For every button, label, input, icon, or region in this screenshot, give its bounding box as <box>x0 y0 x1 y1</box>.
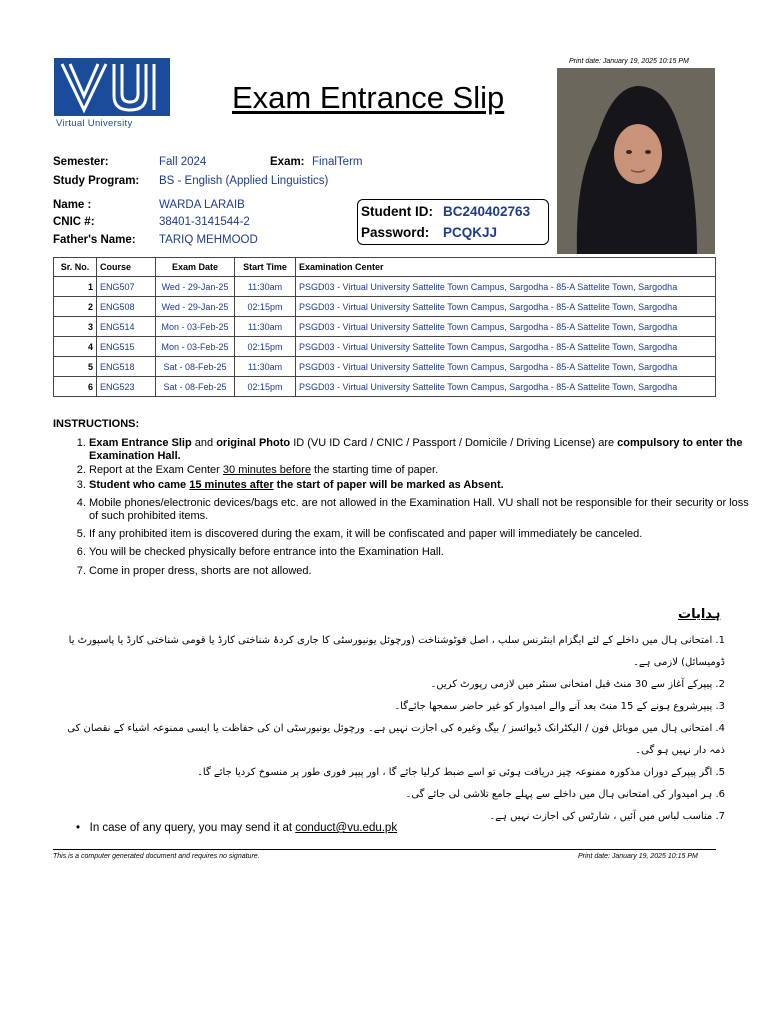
student-id-value: BC240402763 <box>443 204 531 219</box>
urdu-instruction-item: 7. مناسب لباس میں آئیں ، شارٹس کی اجازت نہیں ہے۔ <box>489 811 725 822</box>
instr2-c: the starting time of paper. <box>310 464 439 477</box>
col-course: Course <box>97 258 156 277</box>
cell-time: 02:15pm <box>235 297 296 317</box>
table-row <box>54 357 716 377</box>
cnic-value: 38401-3141544-2 <box>159 216 250 228</box>
query-line <box>76 822 397 834</box>
cell-time: 11:30am <box>235 277 296 297</box>
cell-sr: 4 <box>54 337 97 357</box>
program-label: Study Program: <box>53 175 140 187</box>
urdu-instruction-item: 6. ہر امیدوار کی امتحانی ہال میں داخلے سے پہلے جامع تلاشی لی جائے گی۔ <box>405 789 725 800</box>
col-time: Start Time <box>235 258 296 277</box>
query-text: In case of any query, you may send it at <box>89 822 296 834</box>
cell-sr: 2 <box>54 297 97 317</box>
cell-course: ENG523 <box>97 377 156 397</box>
table-row <box>54 317 716 337</box>
table-header-row <box>54 258 716 277</box>
cell-course: ENG507 <box>97 277 156 297</box>
name-label: Name : <box>53 199 92 211</box>
exam-value: FinalTerm <box>312 156 363 168</box>
cell-center: PSGD03 - Virtual University Sattelite Town Campus, Sargodha - 85-A Sattelite Town, Sargodha <box>296 317 716 337</box>
instruction-item: 7. Come in proper dress, shorts are not allowed. <box>89 565 753 578</box>
urdu-instruction-item: 2. پیپرکے آغاز سے 30 منٹ قبل امتحانی سنٹر میں لازمی رپورٹ کریں۔ <box>430 679 725 690</box>
instr1-b: and <box>191 437 217 449</box>
cell-date: Mon - 03-Feb-25 <box>156 337 235 357</box>
program-value: BS - English (Applied Linguistics) <box>159 175 329 187</box>
instr1-a: Exam Entrance Slip <box>89 437 192 449</box>
conduct-email-link[interactable]: conduct@vu.edu.pk <box>295 822 398 834</box>
cnic-label: CNIC #: <box>53 216 95 228</box>
password-value: PCQKJJ <box>443 225 498 240</box>
father-label: Father's Name: <box>53 234 136 246</box>
cell-course: ENG508 <box>97 297 156 317</box>
cell-date: Mon - 03-Feb-25 <box>156 317 235 337</box>
cell-sr: 5 <box>54 357 97 377</box>
instruction-item <box>89 437 753 463</box>
cell-time: 11:30am <box>235 357 296 377</box>
semester-value: Fall 2024 <box>159 156 207 168</box>
print-date-top: Print date: January 19, 2025 10:15 PM <box>569 58 689 65</box>
col-center: Examination Center <box>296 258 716 277</box>
table-row <box>54 377 716 397</box>
instr3-c: the start of paper will be marked as Absent. <box>273 478 504 491</box>
cell-date: Sat - 08-Feb-25 <box>156 377 235 397</box>
instruction-item: 4. Mobile phones/electronic devices/bags etc. are not allowed in the Examination Hall. VU shall not be responsible for their security or loss of such prohibited items. <box>89 497 753 523</box>
cell-time: 02:15pm <box>235 337 296 357</box>
cell-course: ENG515 <box>97 337 156 357</box>
urdu-instruction-item: 3. پیپرشروع ہونے کے 15 منٹ بعد آنے والے امیدوار کو غیر حاضر سمجھا جائےگا۔ <box>394 701 725 712</box>
instr1-c: original Photo <box>216 437 291 449</box>
student-photo <box>557 68 715 254</box>
exam-label: Exam: <box>270 156 305 168</box>
cell-time: 11:30am <box>235 317 296 337</box>
col-sr: Sr. No. <box>54 258 97 277</box>
urdu-instructions-list <box>53 630 725 828</box>
cell-center: PSGD03 - Virtual University Sattelite Town Campus, Sargodha - 85-A Sattelite Town, Sargodha <box>296 357 716 377</box>
table-row <box>54 277 716 297</box>
cell-date: Wed - 29-Jan-25 <box>156 297 235 317</box>
table-row <box>54 337 716 357</box>
cell-course: ENG518 <box>97 357 156 377</box>
cell-center: PSGD03 - Virtual University Sattelite Town Campus, Sargodha - 85-A Sattelite Town, Sargodha <box>296 377 716 397</box>
student-id-label: Student ID: <box>361 204 433 219</box>
urdu-instruction-item: 1. امتحانی ہال میں داخلے کے لئے ایگزام اینٹرنس سلپ ، اصل فوٹوشناخت (ورچوئل یونیورسٹی کا جاری کردۂ شناختی کارڈ یا قومی شناختی کارڈ یا پاسپورٹ یا ڈومیسائل) لازمی ہے۔ <box>68 635 725 668</box>
password-label: Password: <box>361 225 430 240</box>
cell-sr: 1 <box>54 277 97 297</box>
col-date: Exam Date <box>156 258 235 277</box>
instruction-item: 5. If any prohibited item is discovered during the exam, it will be confiscated and paper will immediately be canceled. <box>89 528 753 541</box>
urdu-instructions-heading: ہدایات <box>678 606 721 621</box>
semester-label: Semester: <box>53 156 109 168</box>
footer-print-date: Print date: January 19, 2025 10:15 PM <box>578 853 698 860</box>
instructions-heading: INSTRUCTIONS: <box>53 418 140 430</box>
urdu-instruction-item: 5. اگر پیپرکے دوران مذکورہ ممنوعہ چیز دریافت ہوئی تو اسے ضبط کرلیا جائے گا ، اور پیپر فوری طور پر منسوخ کردیا جائے گا۔ <box>197 767 725 778</box>
instr3-b: 15 minutes after <box>189 478 274 491</box>
cell-date: Wed - 29-Jan-25 <box>156 277 235 297</box>
logo-caption: Virtual University <box>56 118 133 129</box>
vu-logo <box>54 58 172 130</box>
urdu-instruction-item: 4. امتحانی ہال میں موبائل فون / الیکٹرانک ڈیوائسز / بیگ وغیرہ کی اجازت نہیں ہے۔ ورچوئل یونیورسٹی ان کی حفاظت یا ایسی ممنوعہ اشیاء کے نقصان کی ذمہ دار نہیں ہو گی۔ <box>67 723 725 756</box>
cell-sr: 6 <box>54 377 97 397</box>
instr3-a: Student who came <box>89 478 190 491</box>
instruction-item <box>89 464 753 477</box>
cell-date: Sat - 08-Feb-25 <box>156 357 235 377</box>
instruction-item: 6. You will be checked physically before entrance into the Examination Hall. <box>89 546 753 559</box>
cell-time: 02:15pm <box>235 377 296 397</box>
instruction-item <box>89 479 753 492</box>
credentials-box <box>357 199 549 245</box>
footer-note: This is a computer generated document and requires no signature. <box>53 853 260 860</box>
cell-sr: 3 <box>54 317 97 337</box>
instr1-d: ID (VU ID Card / CNIC / Passport / Domicile / Driving License) are <box>290 437 618 449</box>
cell-center: PSGD03 - Virtual University Sattelite Town Campus, Sargodha - 85-A Sattelite Town, Sargodha <box>296 277 716 297</box>
student-photo-image <box>557 68 715 254</box>
vu-logo-icon <box>54 58 170 116</box>
table-row <box>54 297 716 317</box>
instr2-a: Report at the Exam Center <box>89 464 223 477</box>
name-value: WARDA LARAIB <box>159 199 245 211</box>
bullet-icon: • <box>76 822 90 834</box>
cell-course: ENG514 <box>97 317 156 337</box>
footer-divider <box>53 849 716 850</box>
father-value: TARIQ MEHMOOD <box>159 234 258 246</box>
cell-center: PSGD03 - Virtual University Sattelite Town Campus, Sargodha - 85-A Sattelite Town, Sargodha <box>296 337 716 357</box>
page-title: Exam Entrance Slip <box>232 80 505 115</box>
exam-schedule-table <box>53 257 716 397</box>
vu-logo-mark <box>54 58 170 116</box>
instr1-e: compulsory to enter the Examination Hall. <box>89 437 743 463</box>
cell-center: PSGD03 - Virtual University Sattelite Town Campus, Sargodha - 85-A Sattelite Town, Sargodha <box>296 297 716 317</box>
instr2-b: 30 minutes before <box>222 464 311 477</box>
instructions-list <box>53 437 753 583</box>
